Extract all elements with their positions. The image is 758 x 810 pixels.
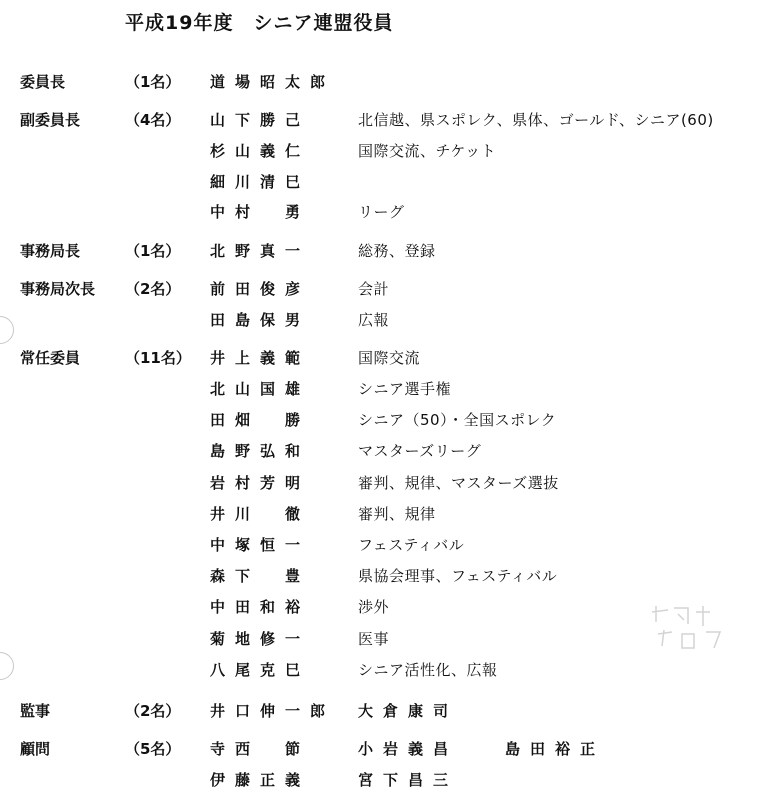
- role-label: 副委員長: [20, 111, 81, 129]
- officer-row: [0, 531, 758, 559]
- officer-row: [0, 562, 758, 590]
- role-label: 事務局次長: [20, 280, 96, 298]
- duty-text: シニア活性化、広報: [358, 661, 498, 679]
- duty-text: シニア選手権: [358, 380, 452, 398]
- advisor-row: [0, 766, 758, 794]
- officer-name: 井上義範: [210, 349, 311, 367]
- duty-text: 県協会理事、フェスティバル: [358, 567, 558, 585]
- officer-name: 森下 豊: [210, 567, 311, 585]
- officer-name: 細川清巳: [210, 173, 311, 191]
- member-count: （2名）: [125, 702, 181, 720]
- member-count: （5名）: [125, 740, 181, 758]
- role-label: 監事: [20, 702, 51, 720]
- duty-text: 広報: [358, 311, 390, 329]
- officer-name: 杉山義仁: [210, 142, 311, 160]
- officer-row: [0, 168, 758, 196]
- officer-name: 井川 徹: [210, 505, 311, 523]
- role-label: 顧問: [20, 740, 51, 758]
- duty-text: 渉外: [358, 598, 390, 616]
- officer-row: [0, 344, 758, 372]
- member-count: （11名）: [125, 349, 191, 367]
- officer-name: 島野弘和: [210, 442, 311, 460]
- member-count: （1名）: [125, 73, 181, 91]
- duty-text: 国際交流: [358, 349, 421, 367]
- officer-name: 山下勝己: [210, 111, 311, 129]
- duty-text: マスターズリーグ: [358, 442, 482, 460]
- officer-name: 大倉康司: [358, 702, 459, 720]
- duty-text: リーグ: [358, 203, 405, 221]
- officer-name: 前田俊彦: [210, 280, 311, 298]
- role-label: 委員長: [20, 73, 66, 91]
- officer-name: 道場昭太郎: [210, 73, 336, 91]
- officer-row: [0, 68, 758, 96]
- member-count: （1名）: [125, 242, 181, 260]
- officer-name: 岩村芳明: [210, 474, 311, 492]
- officer-row: [0, 406, 758, 434]
- officer-row: [0, 656, 758, 684]
- officer-row: [0, 375, 758, 403]
- duty-text: 国際交流、チケット: [358, 142, 497, 160]
- member-count: （2名）: [125, 280, 181, 298]
- auditor-row: [0, 697, 758, 725]
- officer-name: 菊地修一: [210, 630, 311, 648]
- officer-name: 中村 勇: [210, 203, 311, 221]
- duty-text: フェスティバル: [358, 536, 465, 554]
- officer-row: [0, 593, 758, 621]
- officer-row: [0, 106, 758, 134]
- member-count: （4名）: [125, 111, 181, 129]
- officer-name: 中田和裕: [210, 598, 311, 616]
- page-title: 平成19年度 シニア連盟役員: [125, 12, 394, 34]
- duty-text: 北信越、県スポレク、県体、ゴールド、シニア(60): [358, 111, 714, 129]
- duty-text: シニア（50）・全国スポレク: [358, 411, 557, 429]
- officer-name: 宮下昌三: [358, 771, 459, 789]
- officer-name: 伊藤正義: [210, 771, 311, 789]
- officer-name: 田畑 勝: [210, 411, 311, 429]
- duty-text: 会計: [358, 280, 390, 298]
- officer-row: [0, 275, 758, 303]
- officer-row: [0, 625, 758, 653]
- officer-row: [0, 500, 758, 528]
- officer-name: 島田裕正: [505, 740, 606, 758]
- duty-text: 審判、規律、マスターズ選抜: [358, 474, 559, 492]
- advisor-row: [0, 735, 758, 763]
- role-label: 事務局長: [20, 242, 81, 260]
- officer-row: [0, 237, 758, 265]
- officer-name: 北野真一: [210, 242, 311, 260]
- officer-row: [0, 198, 758, 226]
- officer-name: 田島保男: [210, 311, 311, 329]
- duty-text: 審判、規律: [358, 505, 436, 523]
- officer-name: 中塚恒一: [210, 536, 311, 554]
- officer-name: 小岩義昌: [358, 740, 459, 758]
- officer-row: [0, 469, 758, 497]
- officer-row: [0, 137, 758, 165]
- role-label: 常任委員: [20, 349, 81, 367]
- officer-row: [0, 437, 758, 465]
- officer-name: 八尾克巳: [210, 661, 311, 679]
- officer-name: 井口伸一郎: [210, 702, 336, 720]
- duty-text: 総務、登録: [358, 242, 436, 260]
- officer-name: 北山国雄: [210, 380, 311, 398]
- duty-text: 医事: [358, 630, 390, 648]
- officer-name: 寺西 節: [210, 740, 311, 758]
- officer-row: [0, 306, 758, 334]
